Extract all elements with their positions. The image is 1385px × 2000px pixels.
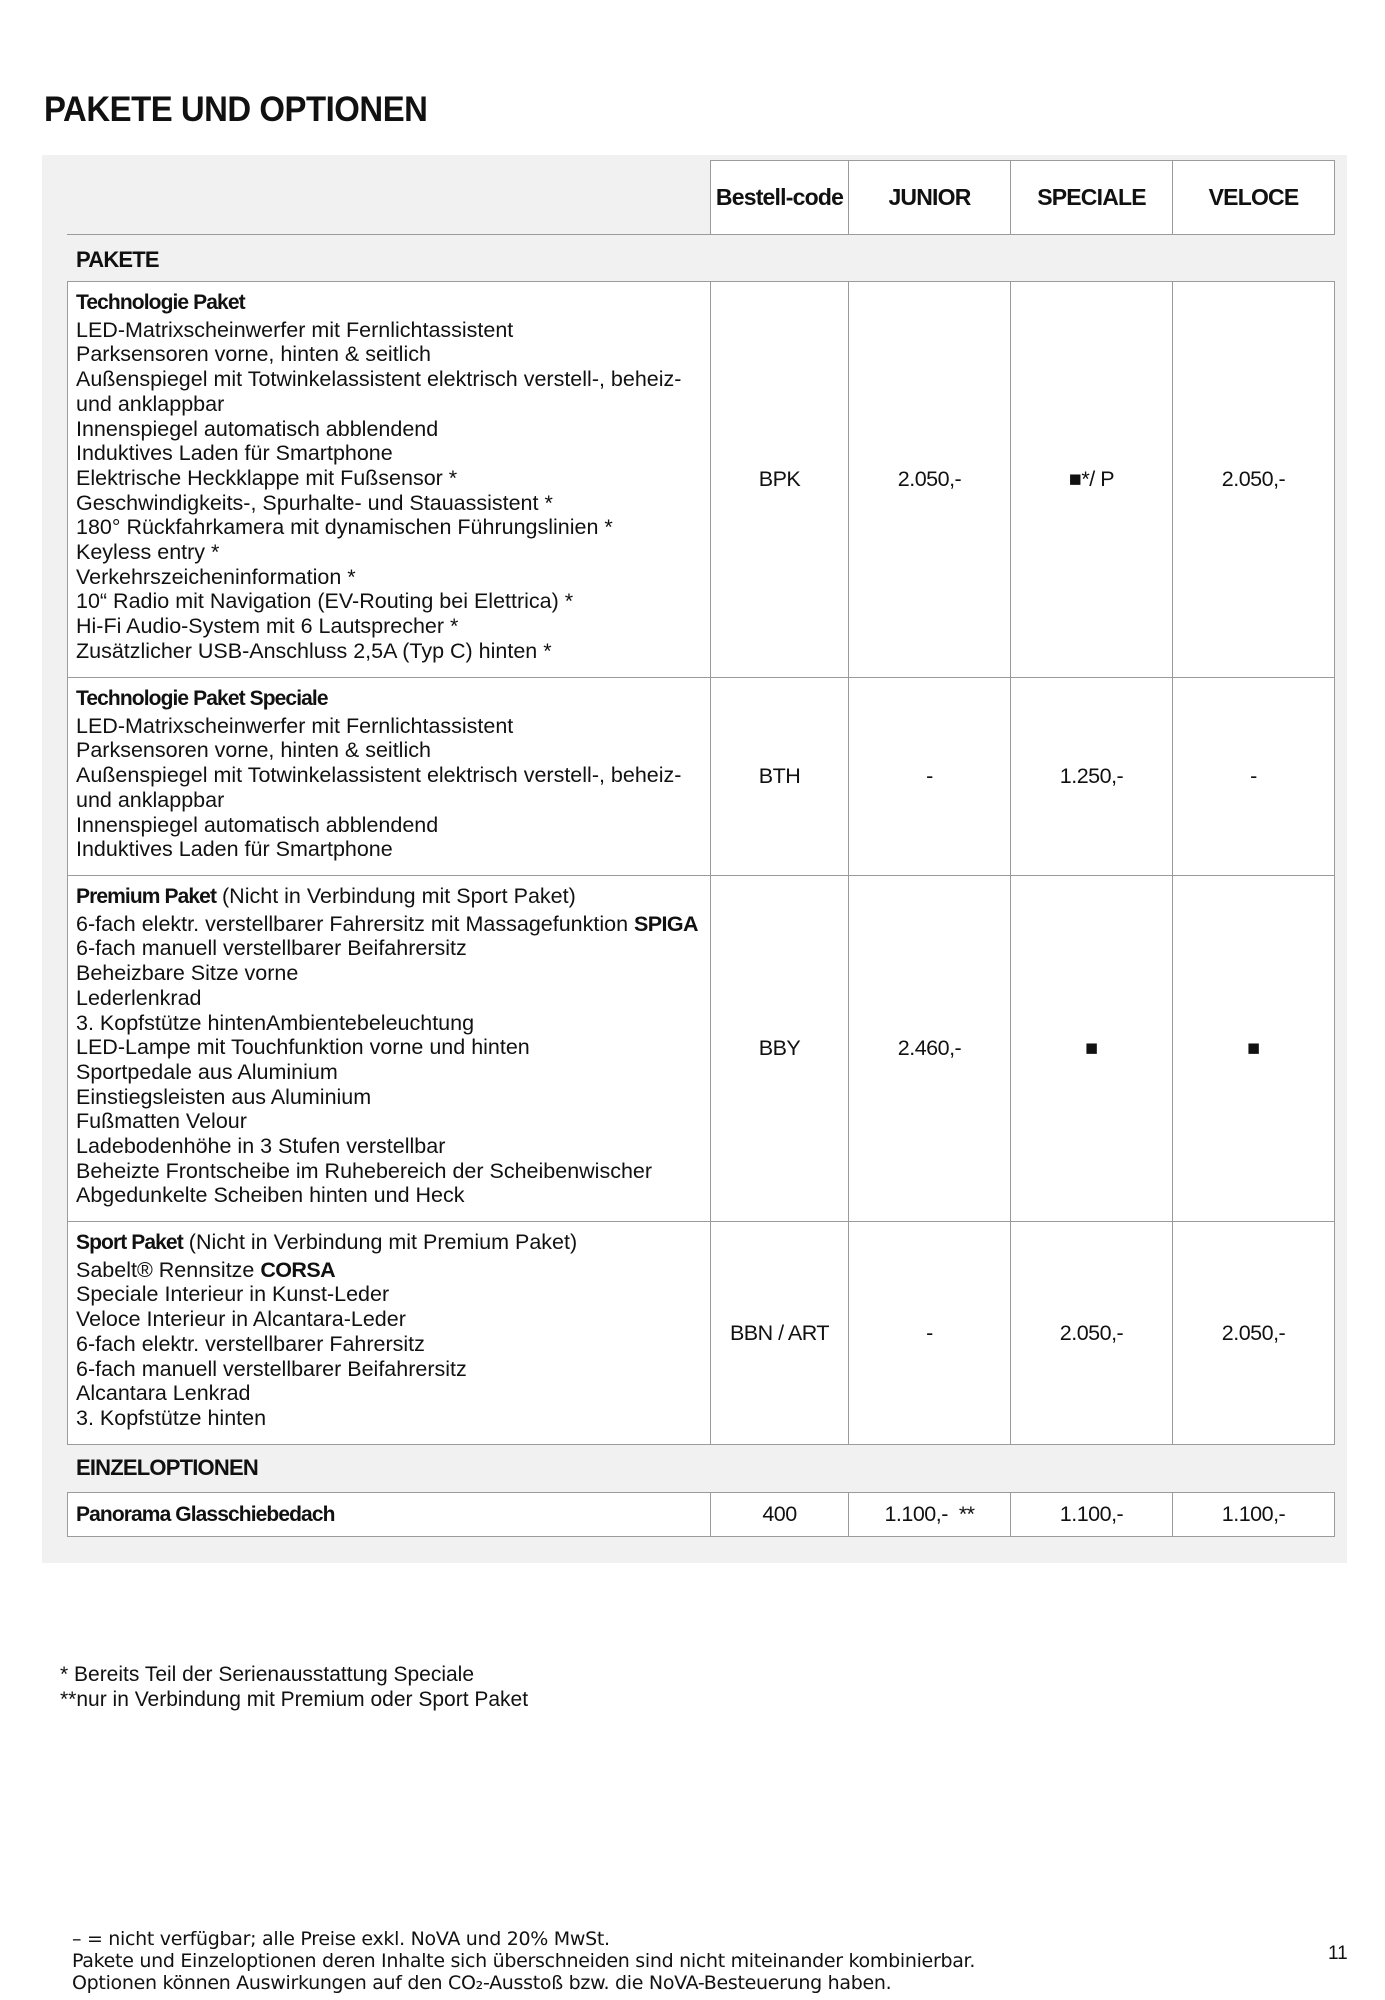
feature-item: Induktives Laden für Smartphone — [76, 441, 393, 466]
price-junior: - — [848, 1221, 1011, 1445]
package-title — [76, 1230, 700, 1256]
option-price-junior: 1.100,- ** — [848, 1492, 1011, 1537]
feature-item: 3. Kopfstütze hinten — [76, 1405, 267, 1430]
included-veloce: ■ — [1172, 875, 1335, 1222]
package-title — [76, 290, 700, 316]
price-junior: - — [848, 677, 1011, 876]
feature-item: 3. Kopfstütze hintenAmbientebeleuchtung — [76, 1010, 475, 1035]
bottom-notes — [72, 1928, 975, 1994]
header-rule — [67, 234, 1335, 235]
package-description-technologie-speciale — [67, 677, 711, 876]
feature-item: Hi-Fi Audio-System mit 6 Lautsprecher * — [76, 614, 459, 639]
price-veloce: 2.050,- — [1172, 281, 1335, 678]
feature-highlight: CORSA — [260, 1257, 336, 1282]
price-veloce: - — [1172, 677, 1335, 876]
feature-item: Veloce Interieur in Alcantara-Leder — [76, 1307, 406, 1332]
package-name: Technologie Paket Speciale — [76, 687, 328, 710]
feature-item: Lederlenkrad — [76, 985, 202, 1010]
package-description-technologie — [67, 281, 711, 678]
feature-item: Parksensoren vorne, hinten & seitlich — [76, 342, 431, 367]
included-speciale: ■ — [1010, 875, 1173, 1222]
feature-item: Außenspiegel mit Totwinkelassistent elektrisch verstell-, beheiz- und anklappbar — [76, 763, 682, 812]
feature-item: LED-Matrixscheinwerfer mit Fernlichtassistent — [76, 317, 514, 342]
package-code: BTH — [710, 677, 849, 876]
feature-item: Zusätzlicher USB-Anschluss 2,5A (Typ C) hinten * — [76, 638, 552, 663]
page-number: 11 — [1328, 1943, 1348, 1964]
feature-item: 6-fach manuell verstellbarer Beifahrersitz — [76, 936, 467, 961]
feature-item: 6-fach elektr. verstellbarer Fahrersitz — [76, 1331, 425, 1356]
header-speciale: SPECIALE — [1010, 160, 1173, 235]
header-junior: JUNIOR — [848, 160, 1011, 235]
footnote: * Bereits Teil der Serienausstattung Speciale — [60, 1663, 475, 1686]
package-title — [76, 884, 700, 910]
package-note: (Nicht in Verbindung mit Premium Paket) — [182, 1230, 578, 1254]
package-title — [76, 686, 700, 712]
feature-item: Elektrische Heckklappe mit Fußsensor * — [76, 465, 458, 490]
section-pakete: PAKETE — [76, 247, 159, 272]
feature-item — [76, 912, 700, 937]
package-name: Technologie Paket — [76, 291, 245, 314]
package-note: (Nicht in Verbindung mit Sport Paket) — [216, 884, 576, 908]
page-title: PAKETE UND OPTIONEN — [44, 90, 428, 129]
package-name: Sport Paket — [76, 1231, 183, 1254]
feature-item: Sportpedale aus Aluminium — [76, 1059, 338, 1084]
feature-item: 10“ Radio mit Navigation (EV-Routing bei Elettrica) * — [76, 589, 574, 614]
section-einzeloptionen: EINZELOPTIONEN — [76, 1455, 258, 1480]
feature-item: 180° Rückfahrkamera mit dynamischen Führungslinien * — [76, 515, 613, 540]
package-code: BPK — [710, 281, 849, 678]
feature-item: Keyless entry * — [76, 540, 220, 565]
price-junior: 2.460,- — [848, 875, 1011, 1222]
price-junior: 2.050,- — [848, 281, 1011, 678]
feature-item: Außenspiegel mit Totwinkelassistent elektrisch verstell-, beheiz- und anklappbar — [76, 367, 682, 416]
feature-item: Beheizte Frontscheibe im Ruhebereich der Scheibenwischer — [76, 1158, 653, 1183]
feature-item: Innenspiegel automatisch abblendend — [76, 812, 439, 837]
price-speciale: ■*/ P — [1010, 281, 1173, 678]
feature-item: Beheizbare Sitze vorne — [76, 961, 299, 986]
package-description-premium — [67, 875, 711, 1222]
option-label: Panorama Glasschiebedach — [76, 1502, 335, 1526]
note-line: Pakete und Einzeloptionen deren Inhalte sich überschneiden sind nicht miteinander kombinierbar. — [72, 1950, 976, 1972]
option-price-speciale: 1.100,- — [1010, 1492, 1173, 1537]
header-veloce: VELOCE — [1172, 160, 1335, 235]
package-code: BBN / ART — [710, 1221, 849, 1445]
feature-item: 6-fach manuell verstellbarer Beifahrersitz — [76, 1356, 467, 1381]
feature-item — [76, 1258, 700, 1283]
note-line: – = nicht verfügbar; alle Preise exkl. NoVA und 20% MwSt. — [72, 1928, 610, 1950]
package-code: BBY — [710, 875, 849, 1222]
feature-text: Sabelt® Rennsitze — [76, 1257, 261, 1282]
package-name: Premium Paket — [76, 885, 217, 908]
feature-item: Geschwindigkeits-, Spurhalte- und Stauassistent * — [76, 490, 553, 515]
option-name — [67, 1492, 711, 1537]
feature-item: Ladebodenhöhe in 3 Stufen verstellbar — [76, 1134, 446, 1159]
price-veloce: 2.050,- — [1172, 1221, 1335, 1445]
price-speciale: 1.250,- — [1010, 677, 1173, 876]
header-bestell-code: Bestell-code — [710, 160, 849, 235]
feature-item: Induktives Laden für Smartphone — [76, 837, 393, 862]
feature-item: Alcantara Lenkrad — [76, 1381, 251, 1406]
feature-item: LED-Lampe mit Touchfunktion vorne und hinten — [76, 1035, 530, 1060]
feature-item: Fußmatten Velour — [76, 1109, 247, 1134]
feature-highlight: SPIGA — [634, 911, 698, 936]
feature-item: Innenspiegel automatisch abblendend — [76, 416, 439, 441]
footnotes — [60, 1662, 528, 1712]
option-price-veloce: 1.100,- — [1172, 1492, 1335, 1537]
option-code: 400 — [710, 1492, 849, 1537]
feature-item: Speciale Interieur in Kunst-Leder — [76, 1282, 390, 1307]
note-line: Optionen können Auswirkungen auf den CO₂-Ausstoß bzw. die NoVA-Besteuerung haben. — [72, 1972, 892, 1994]
price-speciale: 2.050,- — [1010, 1221, 1173, 1445]
feature-item: Verkehrszeicheninformation * — [76, 564, 356, 589]
feature-item: Abgedunkelte Scheiben hinten und Heck — [76, 1183, 465, 1208]
package-description-sport — [67, 1221, 711, 1445]
footnote: **nur in Verbindung mit Premium oder Sport Paket — [60, 1688, 529, 1711]
feature-item: Parksensoren vorne, hinten & seitlich — [76, 738, 431, 763]
feature-item: LED-Matrixscheinwerfer mit Fernlichtassistent — [76, 713, 514, 738]
feature-text: 6-fach elektr. verstellbarer Fahrersitz mit Massagefunktion — [76, 911, 635, 936]
feature-item: Einstiegsleisten aus Aluminium — [76, 1084, 372, 1109]
